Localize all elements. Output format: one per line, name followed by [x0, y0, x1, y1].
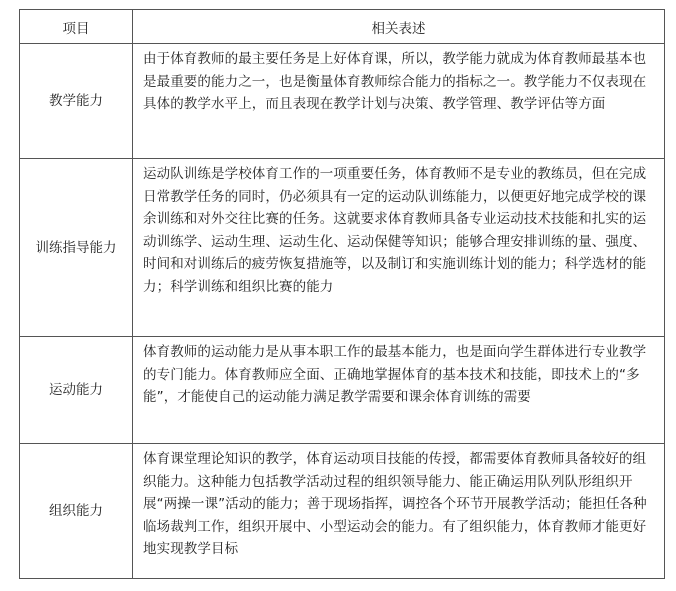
table-header-row [20, 10, 665, 44]
row-item-training-guidance: 训练指导能力 [20, 159, 133, 337]
table-row [20, 444, 665, 579]
teacher-skills-table [19, 9, 665, 579]
table-row [20, 159, 665, 337]
row-description-training-guidance: 运动队训练是学校体育工作的一项重要任务，体育教师不是专业的教练员，但在完成日常教学任务的同时，仍必须具有一定的运动队训练能力，以便更好地完成学校的课余训练和对外交往比赛的任务。这就要求体育教师具备专业运动技术技能和扎实的运动训练学、运动生理、运动生化、运动保健等知识；能够合理安排训练的量、强度、时间和对训练后的疲劳恢复措施等，以及制订和实施训练计划的能力；科学选材的能力；科学训练和组织比赛的能力 [133, 159, 665, 337]
row-description-teaching-ability: 由于体育教师的最主要任务是上好体育课，所以，教学能力就成为体育教师最基本也是最重要的能力之一，也是衡量体育教师综合能力的指标之一。教学能力不仅表现在具体的教学水平上，而且表现在教学计划与决策、教学管理、教学评估等方面 [133, 44, 665, 159]
row-description-athletic-ability: 体育教师的运动能力是从事本职工作的最基本能力，也是面向学生群体进行专业教学的专门能力。体育教师应全面、正确地掌握体育的基本技术和技能，即技术上的“多能”，才能使自己的运动能力满足教学需要和课余体育训练的需要 [133, 337, 665, 444]
table-row [20, 337, 665, 444]
row-description-organizing-ability: 体育课堂理论知识的教学，体育运动项目技能的传授，都需要体育教师具备较好的组织能力。这种能力包括教学活动过程的组织领导能力、能正确运用队列队形组织开展“两操一课”活动的能力；善于现场指挥，调控各个环节开展教学活动；能担任各种临场裁判工作，组织开展中、小型运动会的能力。有了组织能力，体育教师才能更好地实现教学目标 [133, 444, 665, 579]
row-item-organizing-ability: 组织能力 [20, 444, 133, 579]
row-item-athletic-ability: 运动能力 [20, 337, 133, 444]
row-item-teaching-ability: 教学能力 [20, 44, 133, 159]
header-item: 项目 [20, 10, 133, 44]
header-description: 相关表述 [133, 10, 665, 44]
table-row [20, 44, 665, 159]
